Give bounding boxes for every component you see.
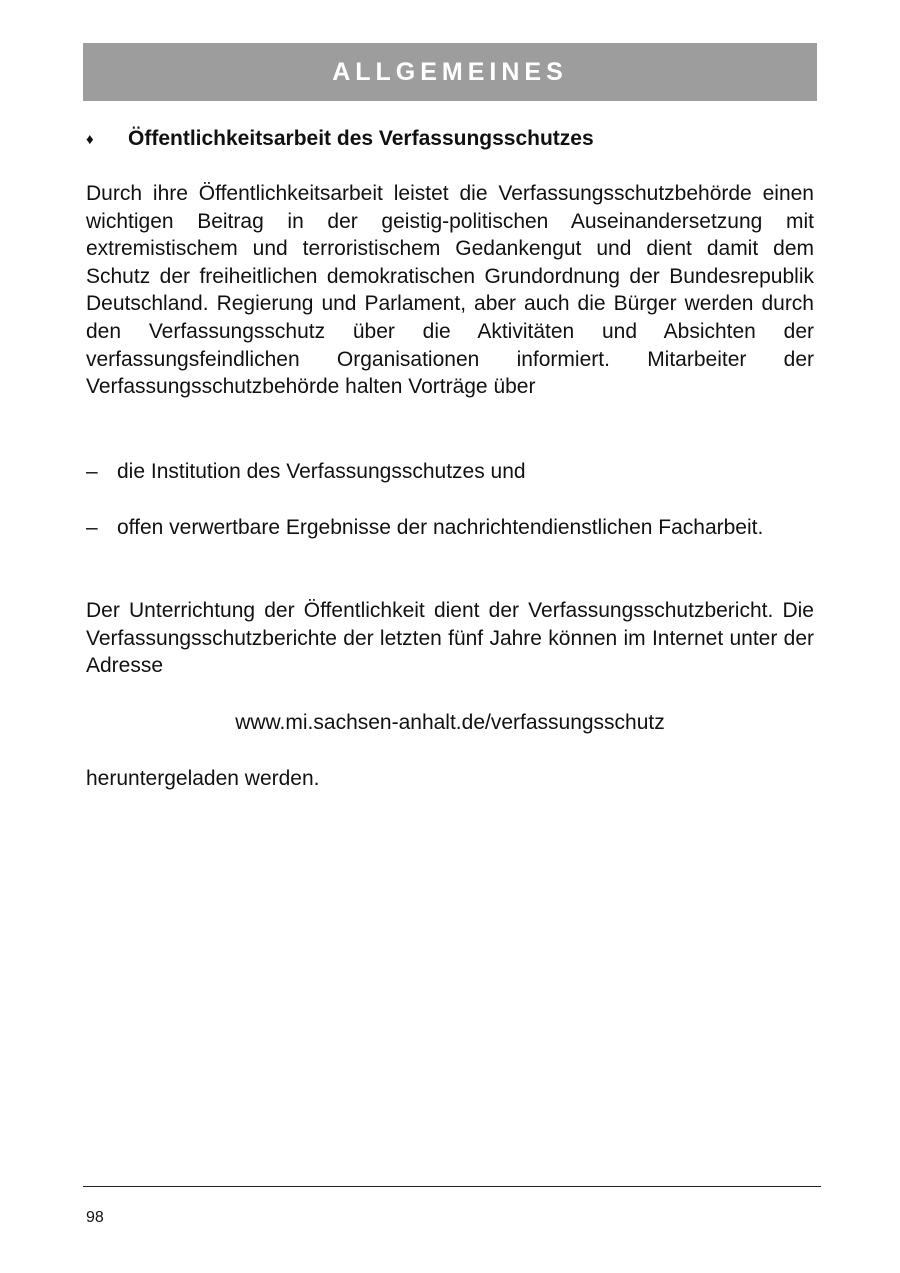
dash-bullet-icon: – [86, 516, 98, 539]
website-url: www.mi.sachsen-anhalt.de/verfassungsschutz [235, 711, 665, 734]
dash-bullet-icon: – [86, 460, 98, 483]
list-item-text: die Institution des Verfassungsschutzes und [117, 460, 526, 483]
list-item [86, 458, 814, 486]
section-heading-text: Öffentlichkeitsarbeit des Verfassungsschutzes [128, 127, 594, 150]
download-paragraph: heruntergeladen werden. [86, 767, 320, 790]
report-paragraph: Der Unterrichtung der Öffentlichkeit dient der Verfassungsschutzbericht. Die Verfassungsschutzberichte der letzten fünf Jahre können im Internet unter der Adresse [86, 599, 814, 678]
section-header-title: ALLGEMEINES [332, 57, 568, 86]
section-heading [86, 124, 817, 154]
intro-paragraph: Durch ihre Öffentlichkeitsarbeit leistet die Verfassungsschutzbehörde einen wichtigen Beitrag in der geistig-politischen Auseinandersetzung mit extremistischem und terroristischem Gedankengut und dient damit dem Schutz der freiheitlichen demokratischen Grundordnung der Bundesrepublik Deutschland. Regierung und Parlament, aber auch die Bürger werden durch den Verfassungsschutz über die Aktivitäten und Absichten der verfassungsfeindlichen Organisationen informiert. Mitarbeiter der Verfassungsschutzbehörde halten Vorträge über [86, 182, 814, 399]
footer-divider [83, 1186, 821, 1187]
page-number: 98 [86, 1209, 104, 1226]
list-item-text: offen verwertbare Ergebnisse der nachrichtendienstlichen Facharbeit. [117, 516, 764, 539]
list-item [86, 514, 814, 542]
section-header-bar [83, 43, 817, 101]
diamond-bullet-icon: ♦ [86, 130, 94, 148]
